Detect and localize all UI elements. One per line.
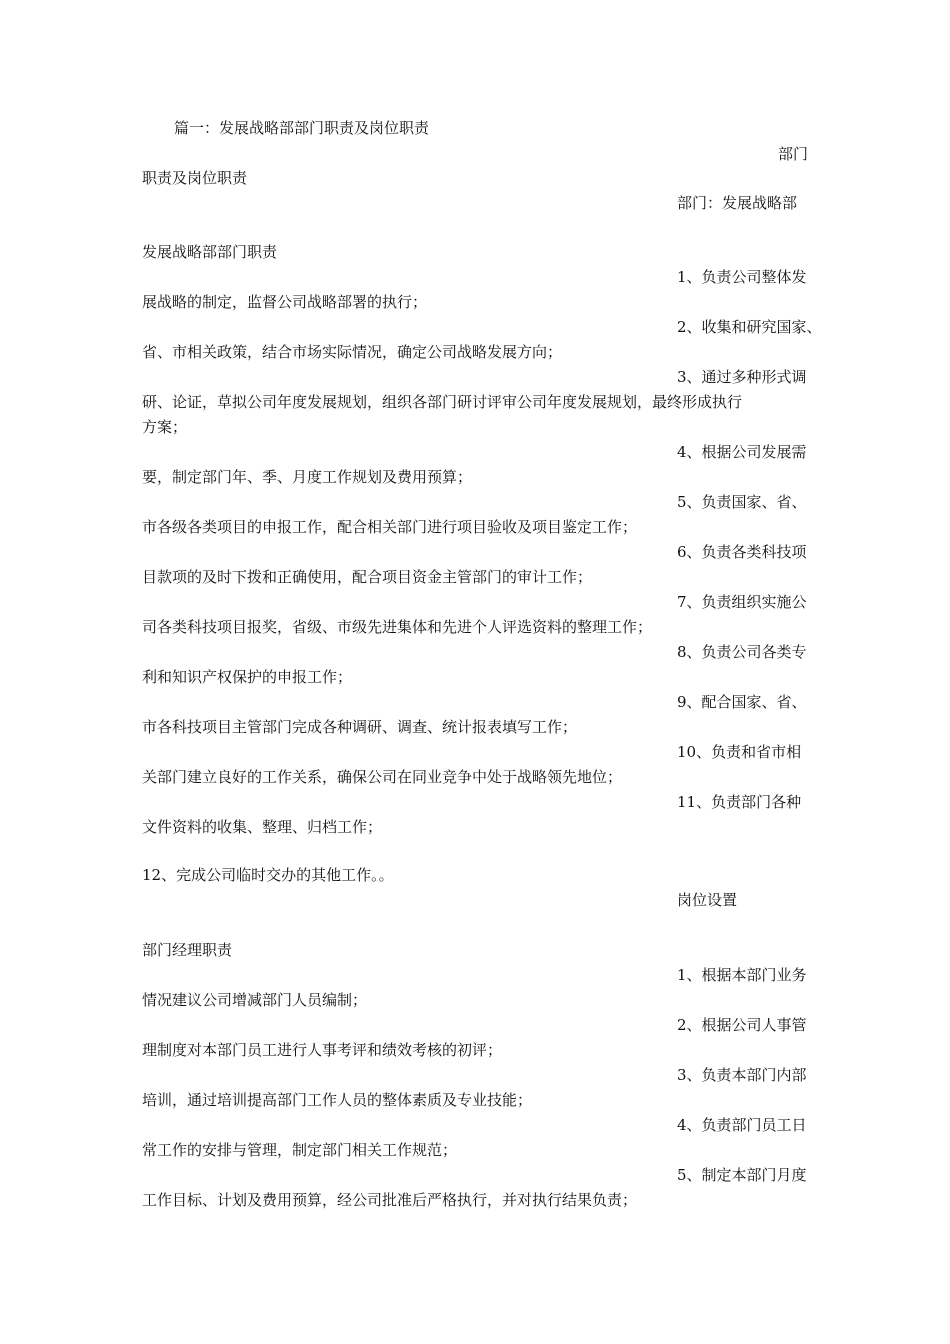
duty-10-start: 10、负责和省市相: [677, 743, 802, 761]
duty-4-start: 4、根据公司发展需: [677, 443, 807, 461]
duty-2-cont: 省、市相关政策，结合市场实际情况，确定公司战略发展方向；: [142, 343, 563, 361]
manager-duty-1-start: 1、根据本部门业务: [677, 966, 807, 984]
duty-12: 12、完成公司临时交办的其他工作。。: [142, 866, 394, 884]
manager-duty-5-cont: 工作目标、计划及费用预算，经公司批准后严格执行，并对执行结果负责；: [142, 1191, 638, 1209]
duty-1-start: 1、负责公司整体发: [677, 268, 807, 286]
duty-11-start: 11、负责部门各种: [677, 793, 802, 811]
duty-7-cont: 司各类科技项目报奖，省级、市级先进集体和先进个人评选资料的整理工作；: [142, 618, 653, 636]
duty-4-cont: 要，制定部门年、季、月度工作规划及费用预算；: [142, 468, 473, 486]
positions-label: 岗位设置: [677, 891, 738, 909]
section-title-manager-duties: 部门经理职责: [142, 941, 233, 959]
duty-6-start: 6、负责各类科技项: [677, 543, 807, 561]
manager-duty-3-start: 3、负责本部门内部: [677, 1066, 807, 1084]
duty-3-cont: 研、论证，草拟公司年度发展规划，组织各部门研讨评审公司年度发展规划，最终形成执行: [142, 393, 743, 411]
duty-5-start: 5、负责国家、省、: [677, 493, 807, 511]
duty-7-start: 7、负责组织实施公: [677, 593, 807, 611]
duty-8-start: 8、负责公司各类专: [677, 643, 807, 661]
manager-duty-4-cont: 常工作的安排与管理，制定部门相关工作规范；: [142, 1141, 458, 1159]
section-title-dept-duties: 发展战略部部门职责: [142, 243, 278, 261]
duty-3-start: 3、通过多种形式调: [677, 368, 807, 386]
duty-5-cont: 市各级各类项目的申报工作，配合相关部门进行项目验收及项目鉴定工作；: [142, 518, 638, 536]
department-label: 部门：发展战略部: [677, 194, 798, 212]
document-title: 篇一：发展战略部部门职责及岗位职责: [174, 119, 430, 137]
manager-duty-2-cont: 理制度对本部门员工进行人事考评和绩效考核的初评；: [142, 1041, 503, 1059]
header-fragment-left: 职责及岗位职责: [142, 169, 248, 187]
manager-duty-5-start: 5、制定本部门月度: [677, 1166, 807, 1184]
duty-8-cont: 利和知识产权保护的申报工作；: [142, 668, 353, 686]
manager-duty-1-cont: 情况建议公司增减部门人员编制；: [142, 991, 368, 1009]
manager-duty-4-start: 4、负责部门员工日: [677, 1116, 807, 1134]
duty-10-cont: 关部门建立良好的工作关系，确保公司在同业竞争中处于战略领先地位；: [142, 768, 623, 786]
duty-2-start: 2、收集和研究国家、: [677, 318, 822, 336]
duty-9-start: 9、配合国家、省、: [677, 693, 807, 711]
manager-duty-3-cont: 培训，通过培训提高部门工作人员的整体素质及专业技能；: [142, 1091, 533, 1109]
header-fragment-right: 部门: [778, 145, 809, 163]
duty-3-cont2: 方案；: [142, 418, 188, 436]
duty-9-cont: 市各科技项目主管部门完成各种调研、调查、统计报表填写工作；: [142, 718, 578, 736]
duty-11-cont: 文件资料的收集、整理、归档工作；: [142, 818, 383, 836]
manager-duty-2-start: 2、根据公司人事管: [677, 1016, 807, 1034]
duty-1-cont: 展战略的制定，监督公司战略部署的执行；: [142, 293, 428, 311]
duty-6-cont: 目款项的及时下拨和正确使用，配合项目资金主管部门的审计工作；: [142, 568, 593, 586]
